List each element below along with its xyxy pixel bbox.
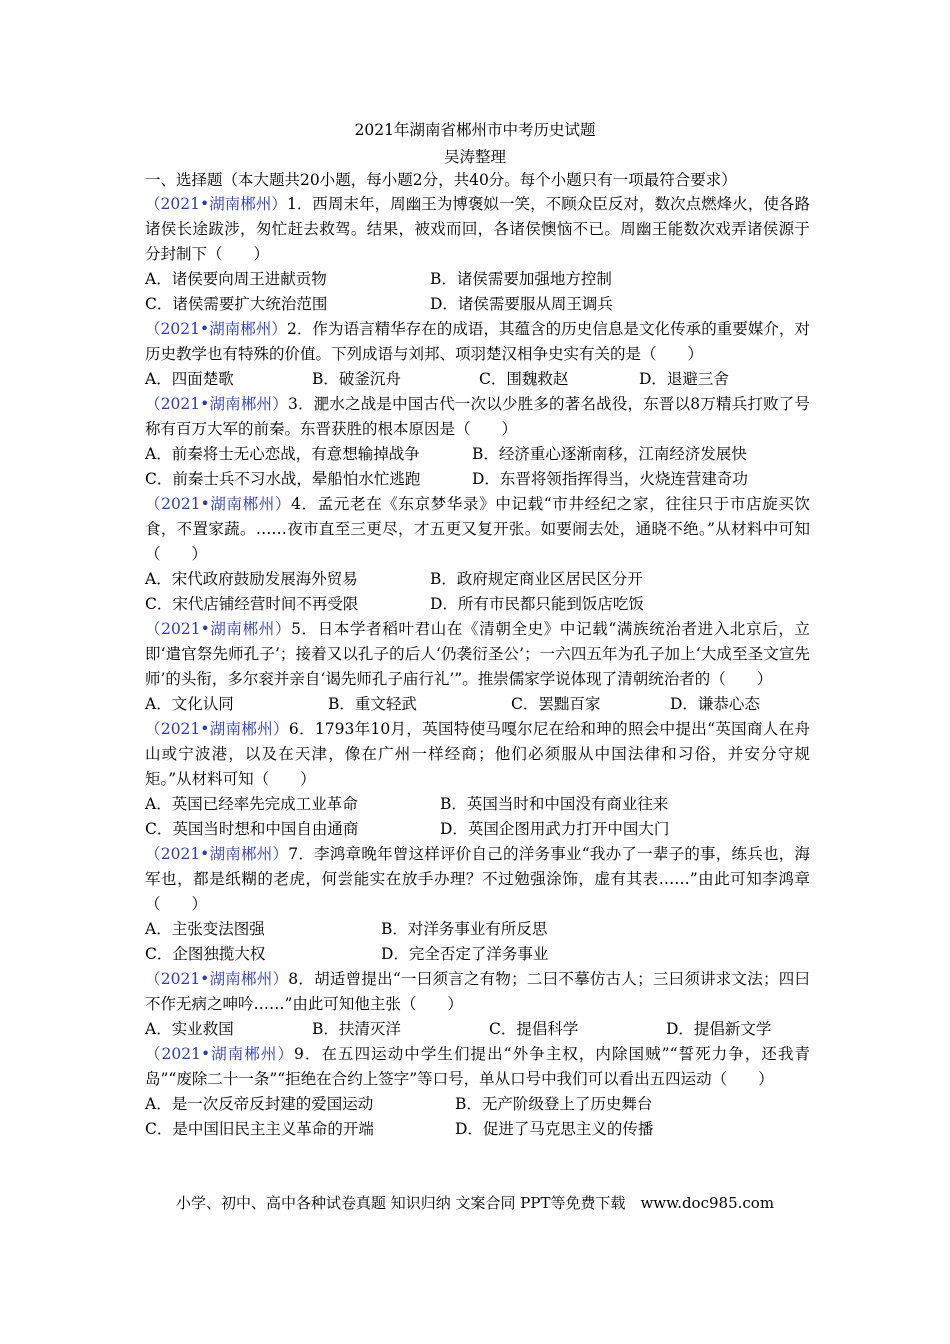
question-6 [145, 717, 810, 842]
option-d: D．东晋将领指挥得当，火烧连营建奇功 [472, 470, 748, 488]
option-d: D．促进了马克思主义的传播 [455, 1120, 654, 1138]
question-text: 3．淝水之战是中国古代一次以少胜多的著名战役，东晋以8万精兵打败了号称有百万大军的前秦。东晋获胜的根本原因是（ ） [145, 395, 810, 438]
question-text: 1．西周末年，周幽王为博褒姒一笑，不顾众臣反对，数次点燃烽火，使各路诸侯长途跋涉，匆忙赶去救驾。结果，被戏而回，各诸侯懊恼不已。周幽王能数次戏弄诸侯源于分封制下（ ） [145, 195, 810, 263]
option-row [145, 1092, 810, 1117]
option-row [145, 942, 810, 967]
question-source: （2021•湖南郴州） [145, 1045, 295, 1063]
question-stem [145, 392, 810, 442]
option-d: D．所有市民都只能到饭店吃饭 [430, 595, 644, 613]
option-b: B．英国当时和中国没有商业往来 [440, 795, 669, 813]
option-row [145, 792, 810, 817]
option-a: A．宋代政府鼓励发展海外贸易 [145, 570, 358, 588]
question-source: （2021•湖南郴州） [145, 395, 288, 413]
option-row [145, 917, 810, 942]
question-list [145, 192, 810, 1142]
option-row [145, 817, 810, 842]
option-b: B．无产阶级登上了历史舞台 [455, 1095, 653, 1113]
option-c: C．罢黜百家 [511, 695, 601, 713]
option-a: A．前秦将士无心恋战，有意想输掉战争 [145, 445, 420, 463]
author-line: 吴涛整理 [443, 148, 506, 166]
page-footer: 小学、初中、高中各种试卷真题 知识归纳 文案合同 PPT等免费下载 www.doc985.com [175, 1194, 775, 1212]
question-1 [145, 192, 810, 317]
option-row [145, 467, 810, 492]
question-source: （2021•湖南郴州） [145, 845, 289, 863]
option-d: D．提倡新文学 [666, 1020, 772, 1038]
option-d: D．谦恭心态 [670, 695, 760, 713]
question-source: （2021•湖南郴州） [145, 195, 287, 213]
question-source: （2021•湖南郴州） [145, 720, 289, 738]
option-row [145, 567, 810, 592]
question-stem [145, 192, 810, 267]
option-c: C．企图独揽大权 [145, 945, 266, 963]
option-d: D．诸侯需要服从周王调兵 [430, 295, 613, 313]
option-c: C．英国当时想和中国自由通商 [145, 820, 359, 838]
option-b: B．重文轻武 [328, 695, 417, 713]
question-5 [145, 617, 810, 717]
question-source: （2021•湖南郴州） [145, 320, 287, 338]
question-text: 8．胡适曾提出“一曰须言之有物；二曰不摹仿古人；三曰须讲求文法；四曰不作无病之呻吟……”由此可知他主张（ ） [145, 970, 810, 1013]
question-source: （2021•湖南郴州） [145, 495, 292, 513]
question-stem [145, 717, 810, 792]
option-row [145, 1117, 810, 1142]
option-d: D．英国企图用武力打开中国大门 [440, 820, 670, 838]
question-stem [145, 317, 810, 367]
option-a: A．是一次反帝反封建的爱国运动 [145, 1095, 374, 1113]
option-a: A．四面楚歌 [145, 370, 234, 388]
question-text: 9．在五四运动中学生们提出“外争主权，内除国贼”“誓死力争，还我青岛”“废除二十一条”“拒绝在合约上签字”等口号，单从口号中我们可以看出五四运动（ ） [145, 1045, 810, 1088]
option-b: B．破釜沉舟 [312, 370, 401, 388]
question-source: （2021•湖南郴州） [145, 620, 292, 638]
question-4 [145, 492, 810, 617]
question-text: 4．孟元老在《东京梦华录》中记载“市井经纪之家，往往只于市店旋买饮食，不置家蔬。……夜市直至三更尽，才五更又复开张。如要闹去处，通晓不绝。”从材料中可知（ ） [145, 495, 810, 563]
page-title: 2021年湖南省郴州市中考历史试题 [354, 121, 596, 139]
option-b: B．诸侯需要加强地方控制 [430, 270, 612, 288]
option-row [145, 292, 810, 317]
option-row [145, 442, 810, 467]
question-text: 7．李鸿章晚年曾这样评价自己的洋务事业“我办了一辈子的事，练兵也，海军也，都是纸糊的老虎，何尝能实在放手办理？不过勉强涂饰，虚有其表……”由此可知李鸿章（ ） [145, 845, 810, 913]
option-c: C．是中国旧民主主义革命的开端 [145, 1120, 374, 1138]
section-heading: 一、选择题（本大题共20小题，每小题2分，共40分。每个小题只有一项最符合要求） [145, 171, 737, 189]
question-stem [145, 967, 810, 1017]
question-stem [145, 492, 810, 567]
option-d: D．完全否定了洋务事业 [381, 945, 549, 963]
option-row [145, 692, 810, 717]
option-c: C．前秦士兵不习水战，晕船怕水忙逃跑 [145, 470, 421, 488]
option-row [145, 267, 810, 292]
question-text: 6．1793年10月，英国特使马嘎尔尼在给和珅的照会中提出“英国商人在舟山或宁波港，以及在天津，像在广州一样经商；他们必须服从中国法律和习俗，并安分守规矩。”从材料可知（ ） [145, 720, 810, 788]
option-b: B．经济重心逐渐南移，江南经济发展快 [472, 445, 747, 463]
option-a: A．文化认同 [145, 695, 234, 713]
option-a: A．英国已经率先完成工业革命 [145, 795, 358, 813]
question-stem [145, 1042, 810, 1092]
question-8 [145, 967, 810, 1042]
question-text: 5．日本学者稻叶君山在《清朝全史》中记载“满族统治者进入北京后，立即‘遣官祭先师孔子’；接着又以孔子的后人‘仍袭衍圣公’；一六四五年为孔子加上‘大成至圣文宣先师’的头衔，多尔衮并亲自‘谒先师孔子庙行礼’”。推崇儒家学说体现了清朝统治者的（ ） [145, 620, 810, 688]
question-7 [145, 842, 810, 967]
option-row [145, 1017, 810, 1042]
question-3 [145, 392, 810, 492]
option-b: B．扶清灭洋 [312, 1020, 401, 1038]
option-row [145, 367, 810, 392]
option-c: C．提倡科学 [489, 1020, 579, 1038]
question-source: （2021•湖南郴州） [145, 970, 289, 988]
option-row [145, 592, 810, 617]
option-d: D．退避三舍 [639, 370, 729, 388]
question-9 [145, 1042, 810, 1142]
question-2 [145, 317, 810, 392]
option-c: C．围魏救赵 [479, 370, 569, 388]
option-b: B．对洋务事业有所反思 [381, 920, 548, 938]
option-c: C．诸侯需要扩大统治范围 [145, 295, 328, 313]
question-text: 2．作为语言精华存在的成语，其蕴含的历史信息是文化传承的重要媒介，对历史教学也有特殊的价值。下列成语与刘邦、项羽楚汉相争史实有关的是（ ） [145, 320, 810, 363]
option-c: C．宋代店铺经营时间不再受限 [145, 595, 359, 613]
option-a: A．实业救国 [145, 1020, 234, 1038]
option-a: A．诸侯要向周王进献贡物 [145, 270, 327, 288]
option-b: B．政府规定商业区居民区分开 [430, 570, 643, 588]
question-stem [145, 617, 810, 692]
question-stem [145, 842, 810, 917]
option-a: A．主张变法图强 [145, 920, 265, 938]
